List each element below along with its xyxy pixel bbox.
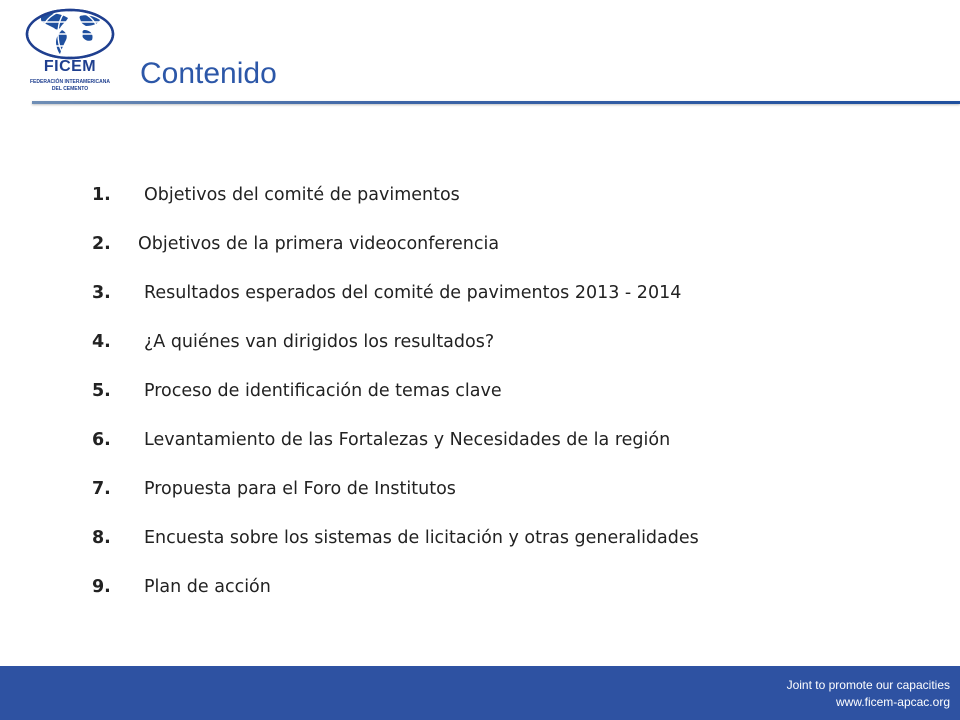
- ficem-logo: [22, 8, 118, 96]
- list-item: [92, 178, 699, 227]
- item-number: 2.: [92, 234, 111, 254]
- item-text: Levantamiento de las Fortalezas y Necesidades de la región: [144, 430, 671, 450]
- list-item: [92, 521, 699, 570]
- item-number: 6.: [92, 430, 111, 450]
- contents-list: [92, 178, 699, 619]
- header-divider: [32, 101, 960, 104]
- footer-tagline: Joint to promote our capacities: [786, 678, 950, 692]
- footer-website: www.ficem-apcac.org: [835, 695, 950, 709]
- footer-bar: [0, 666, 960, 720]
- item-text: Encuesta sobre los sistemas de licitación y otras generalidades: [144, 528, 699, 548]
- item-text: Propuesta para el Foro de Institutos: [144, 479, 456, 499]
- item-text: Objetivos de la primera videoconferencia: [138, 234, 500, 254]
- item-number: 8.: [92, 528, 111, 548]
- item-text: ¿A quiénes van dirigidos los resultados?: [144, 332, 495, 352]
- list-item: [92, 374, 699, 423]
- logo-wordmark: FICEM: [43, 58, 97, 75]
- logo-subtitle-line1: FEDERACIÓN INTERAMERICANA: [30, 79, 110, 85]
- item-number: 7.: [92, 479, 111, 499]
- list-item: [92, 325, 699, 374]
- list-item: [92, 472, 699, 521]
- list-item: [92, 227, 699, 276]
- item-number: 9.: [92, 577, 111, 597]
- item-text: Resultados esperados del comité de pavimentos 2013 - 2014: [144, 283, 682, 303]
- item-number: 5.: [92, 381, 111, 401]
- item-text: Proceso de identificación de temas clave: [144, 381, 502, 401]
- list-item: [92, 276, 699, 325]
- item-text: Objetivos del comité de pavimentos: [144, 185, 460, 205]
- list-item: [92, 570, 699, 619]
- page-title: Contenido: [140, 57, 277, 90]
- footer-text: [787, 677, 950, 711]
- list-item: [92, 423, 699, 472]
- item-number: 3.: [92, 283, 111, 303]
- logo-subtitle-line2: DEL CEMENTO: [51, 86, 89, 92]
- item-number: 4.: [92, 332, 111, 352]
- item-number: 1.: [92, 185, 111, 205]
- item-text: Plan de acción: [144, 577, 271, 597]
- globe-icon: [22, 8, 118, 60]
